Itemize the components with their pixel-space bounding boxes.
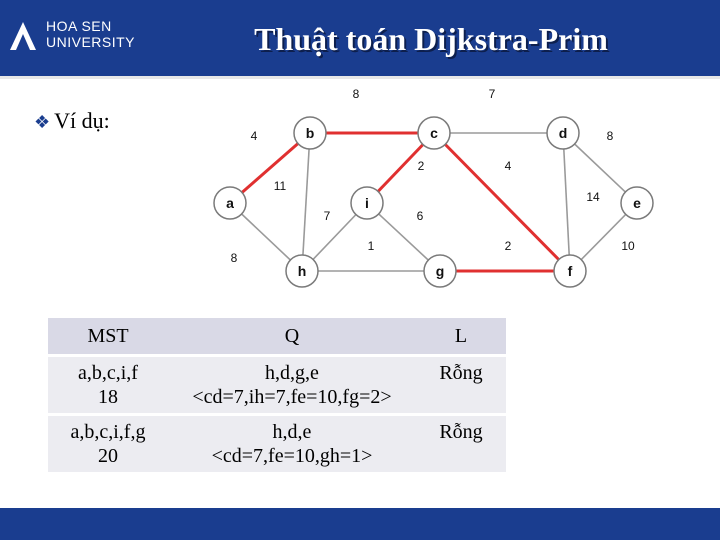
edge-weight-ah: 8	[230, 251, 238, 265]
edge-weight-df: 14	[586, 190, 600, 204]
mst-weight: 20	[98, 445, 118, 467]
q-edges: <cd=7,fe=10,gh=1>	[211, 445, 373, 467]
edge-weight-cf: 4	[504, 159, 512, 173]
edge-weight-ef: 10	[621, 239, 635, 253]
cell-l: Rỗng	[416, 356, 506, 415]
node-label-e: e	[633, 195, 641, 211]
edge-weight-ci: 2	[417, 159, 425, 173]
logo-line-1: HOA SEN	[46, 18, 112, 34]
header-q: Q	[168, 318, 416, 356]
table-row	[48, 356, 506, 415]
edge-weight-cd: 7	[488, 87, 496, 101]
edge-weight-hi: 7	[323, 209, 331, 223]
header-divider	[0, 76, 720, 79]
example-label: Ví dụ:	[54, 108, 110, 133]
node-label-a: a	[226, 195, 234, 211]
example-bullet	[34, 108, 110, 134]
node-label-c: c	[430, 125, 438, 141]
edge-df	[563, 133, 570, 271]
q-vertices: h,d,e	[272, 421, 312, 443]
cell-q	[168, 356, 416, 415]
mst-vertices: a,b,c,i,f,g	[70, 421, 146, 443]
edge-weight-gi: 6	[416, 209, 424, 223]
university-logo	[6, 18, 146, 58]
edge-weight-gh: 1	[367, 239, 375, 253]
mst-vertices: a,b,c,i,f	[78, 362, 138, 384]
q-vertices: h,d,g,e	[265, 362, 319, 384]
mst-table	[48, 318, 506, 475]
node-label-h: h	[297, 263, 307, 279]
edge-weight-de: 8	[606, 129, 614, 143]
q-edges: <cd=7,ih=7,fe=10,fg=2>	[192, 386, 392, 408]
footer-bar	[0, 508, 720, 540]
edge-bh	[302, 133, 310, 271]
slide-title: Thuật toán Dijkstra-Prim	[254, 21, 608, 57]
node-label-f: f	[567, 263, 573, 279]
table-row	[48, 415, 506, 474]
edge-weight-fg: 2	[504, 239, 512, 253]
edge-weight-bh: 11	[273, 179, 287, 193]
edge-weight-bc: 8	[352, 87, 360, 101]
node-label-g: g	[435, 263, 445, 279]
edge-weight-ab: 4	[250, 129, 258, 143]
cell-mst	[48, 415, 168, 474]
lotus-logo-icon	[6, 20, 40, 54]
edge-cf	[434, 133, 570, 271]
header-l: L	[416, 318, 506, 356]
diamond-bullet-icon: ❖	[34, 112, 51, 132]
mst-weight: 18	[98, 386, 118, 408]
header-mst: MST	[48, 318, 168, 356]
cell-l: Rỗng	[416, 415, 506, 474]
table-header-row	[48, 318, 506, 356]
logo-line-2: UNIVERSITY	[46, 34, 136, 50]
node-label-b: b	[305, 125, 315, 141]
cell-mst	[48, 356, 168, 415]
cell-q	[168, 415, 416, 474]
node-label-i: i	[365, 195, 369, 211]
graph-diagram	[196, 86, 674, 300]
node-label-d: d	[558, 125, 568, 141]
header-bar	[0, 0, 720, 76]
